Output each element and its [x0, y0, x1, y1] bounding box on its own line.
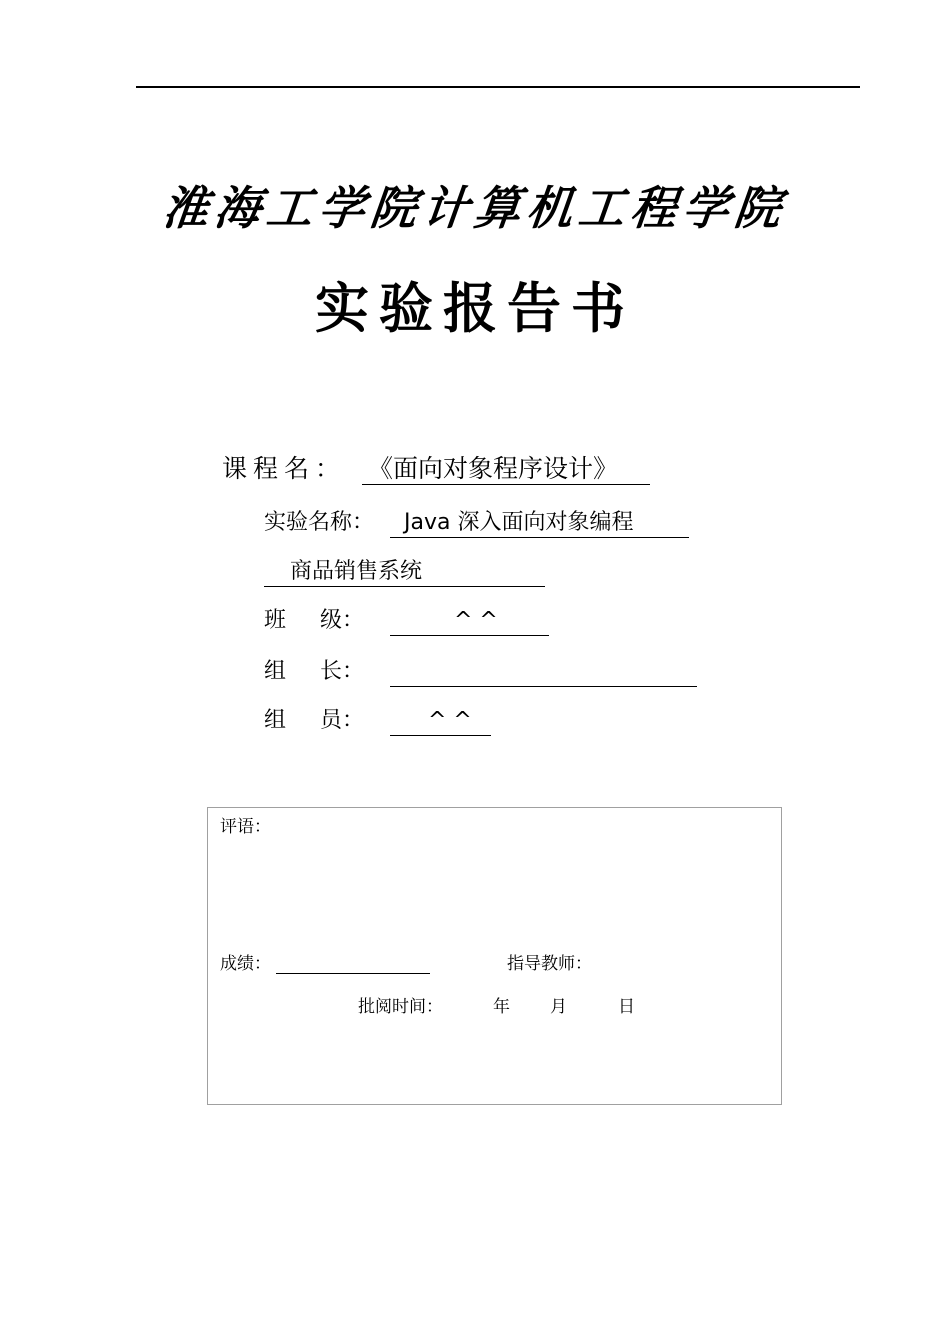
leader-value — [390, 657, 697, 687]
class-label-part1: 班 — [264, 608, 287, 633]
day-label: 日 — [618, 997, 635, 1017]
comment-label: 评语： — [220, 817, 271, 837]
leader-label-part2: 长： — [319, 659, 364, 684]
member-value: ^ ^ — [390, 706, 491, 736]
leader-label — [264, 657, 364, 687]
member-label — [264, 706, 364, 736]
member-label-part2: 员： — [319, 708, 364, 733]
institution-title: 淮海工学院计算机工程学院 — [159, 181, 790, 235]
course-value: 《面向对象程序设计》 — [362, 454, 650, 485]
member-label-part1: 组 — [264, 708, 287, 733]
top-rule — [136, 86, 860, 88]
experiment-value-line2: 商品销售系统 — [264, 557, 545, 587]
experiment-label: 实验名称： — [264, 510, 375, 535]
class-value: ^ ^ — [390, 606, 549, 636]
class-label-part2: 级： — [319, 608, 364, 633]
report-title: 实验报告书 — [315, 276, 635, 340]
experiment-value-line1: Java 深入面向对象编程 — [390, 508, 689, 538]
teacher-label: 指导教师： — [507, 954, 592, 974]
month-label: 月 — [550, 997, 567, 1017]
score-underline — [276, 953, 430, 974]
score-label: 成绩： — [220, 954, 271, 974]
year-label: 年 — [493, 997, 510, 1017]
class-label — [264, 606, 364, 636]
review-time-label: 批阅时间： — [358, 997, 443, 1017]
course-label: 课程名： — [222, 454, 347, 483]
leader-label-part1: 组 — [264, 659, 287, 684]
